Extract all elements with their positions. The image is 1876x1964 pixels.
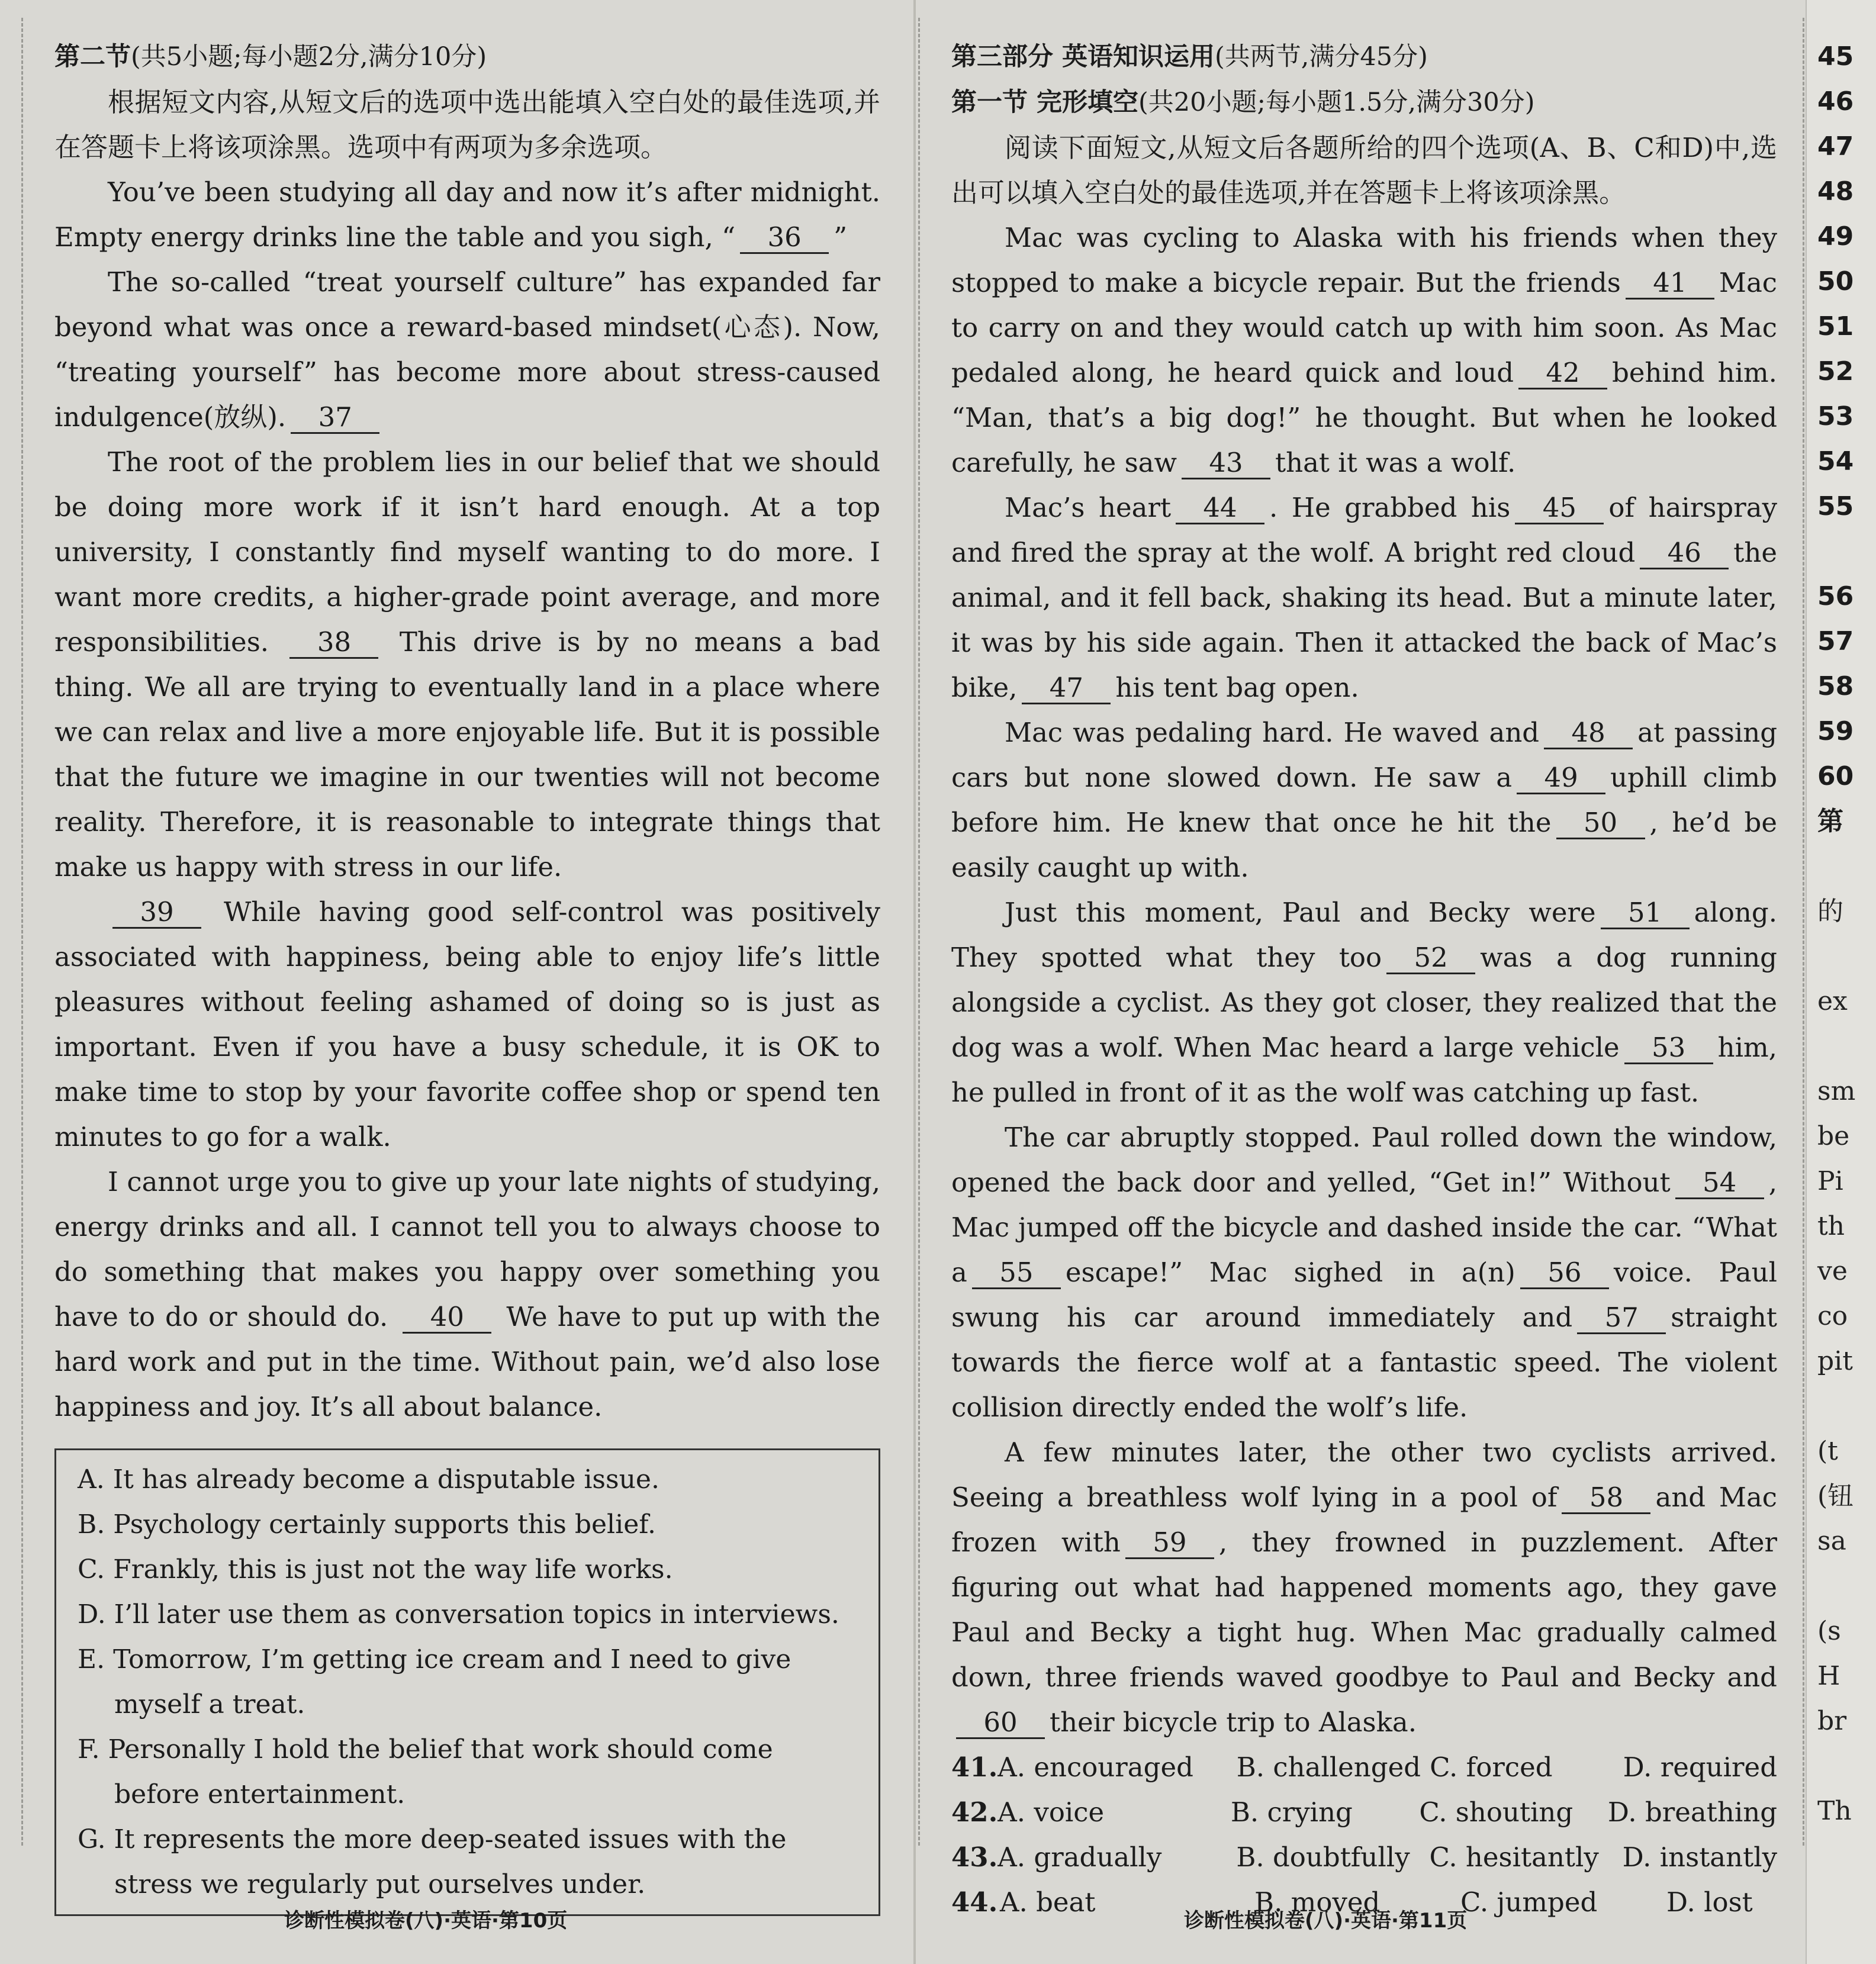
edge-number: 48: [1817, 176, 1854, 207]
edge-number: 59: [1817, 716, 1854, 746]
blank-58: 58: [1562, 1483, 1650, 1514]
paragraph-text: While having good self-control was positively associated with happiness, being able to enjoy life’s little pleasures without feeling ashamed of doing so is just as important. Even if you have a busy schedule, it is OK to make time to stop by your favorite coffee shop or spend ten minutes to go for a walk.: [54, 896, 880, 1152]
section-title-bold: 第二节: [54, 42, 131, 72]
edge-number: 49: [1817, 221, 1854, 252]
blank-57: 57: [1577, 1303, 1666, 1334]
edge-number: 60: [1817, 761, 1854, 791]
edge-spacer: [1806, 1744, 1855, 1789]
paragraph-text: Mac was cycling to Alaska with his friends when they stopped to make a bicycle repair. But the friends: [951, 222, 1777, 298]
paragraph-text: escape!” Mac sighed in a(n): [1065, 1257, 1515, 1288]
part-title-rest: (共两节,满分45分): [1214, 42, 1428, 72]
paragraph-1: [54, 170, 880, 260]
choice-a: A. beat: [1000, 1886, 1096, 1918]
choice-row-43: [951, 1835, 1777, 1880]
binding-dash-line: [21, 18, 23, 1846]
paragraph-text: Mac’s heart: [1005, 492, 1172, 523]
choice-b: B. crying: [1230, 1796, 1353, 1828]
next-page-edge: [1806, 0, 1876, 1964]
blank-60: 60: [956, 1708, 1045, 1739]
question-number: 44.: [951, 1886, 998, 1918]
paragraph-3: [951, 710, 1777, 890]
choice-a: A. gradually: [997, 1841, 1162, 1873]
edge-number: 50: [1817, 266, 1854, 297]
paragraph-text: their bicycle trip to Alaska.: [1050, 1707, 1417, 1738]
paragraph-4: [951, 890, 1777, 1115]
paragraph-text: The root of the problem lies in our belief that we should be doing more work if it isn’t hard enough. At a top university, I constantly find myself wanting to do more. I want more credits, a higher-grade point average, and more responsibilities.: [54, 446, 880, 658]
blank-56: 56: [1520, 1258, 1609, 1289]
paragraph-4: [54, 890, 880, 1160]
blank-49: 49: [1517, 763, 1605, 794]
option-d: D. I’ll later use them as conversation topics in interviews.: [78, 1599, 839, 1630]
edge-fragment: ex: [1817, 986, 1848, 1016]
paragraph-text: his tent bag open.: [1115, 672, 1359, 703]
paragraph-text: This drive is by no means a bad thing. We all are trying to eventually land in a place where we can relax and live a more enjoyable life. But it is possible that the future we imagine in our twenties will not become reality. Therefore, it is reasonable to integrate things that make us happy with stress in our life.: [54, 626, 881, 883]
blank-50: 50: [1556, 808, 1645, 839]
binding-dash-line: [918, 18, 920, 1846]
edge-number: 54: [1817, 446, 1854, 476]
edge-fragment: be: [1817, 1121, 1850, 1151]
blank-41: 41: [1626, 268, 1714, 300]
blank-37: 37: [291, 403, 379, 434]
paragraph-3: [54, 440, 880, 890]
option-e: E. Tomorrow, I’m getting ice cream and I need to give myself a treat.: [78, 1644, 791, 1720]
binding-dash-line: [1803, 18, 1804, 1846]
blank-44: 44: [1176, 493, 1264, 524]
right-column: [951, 34, 1777, 1925]
edge-spacer: [1806, 844, 1855, 889]
section-title-rest: (共5小题;每小题2分,满分10分): [131, 42, 487, 72]
paragraph-text: was a dog running alongside a cyclist. As they got closer, they realized that the dog was a wolf. When Mac heard a large vehicle: [951, 942, 1777, 1063]
edge-fragment: (s: [1817, 1616, 1841, 1646]
edge-fragment: Th: [1817, 1796, 1852, 1826]
edge-number: 55: [1817, 491, 1854, 521]
instruction: 根据短文内容,从短文后的选项中选出能填入空白处的最佳选项,并在答题卡上将该项涂黑。选项中有两项为多余选项。: [54, 86, 880, 163]
edge-spacer: [1806, 1024, 1855, 1069]
question-number: 43.: [951, 1841, 998, 1873]
blank-39: 39: [112, 897, 201, 929]
edge-number: 56: [1817, 581, 1854, 611]
edge-spacer: [1806, 934, 1855, 979]
paragraph-2: [951, 485, 1777, 710]
edge-spacer: [1806, 529, 1855, 574]
blank-36: 36: [740, 223, 829, 254]
choice-d: D. instantly: [1622, 1841, 1778, 1873]
question-number: 41.: [951, 1751, 998, 1783]
option-f: F. Personally I hold the belief that work should come before entertainment.: [78, 1734, 773, 1810]
choice-d: D. lost: [1666, 1886, 1753, 1918]
edge-fragment: sm: [1817, 1076, 1856, 1106]
paragraph-text: Mac to carry on and they would catch up with him soon. As Mac pedaled along, he heard quick and loud: [951, 267, 1777, 388]
paragraph-text: A few minutes later, the other two cyclists arrived. Seeing a breathless wolf lying in a pool of: [951, 1437, 1777, 1513]
page-footer: 诊断性模拟卷(八)·英语·第10页: [284, 1909, 568, 1933]
paragraph-5: [951, 1115, 1777, 1430]
edge-spacer: [1806, 1384, 1855, 1429]
page-10: [0, 0, 915, 1964]
part-title: [951, 34, 1777, 80]
edge-fragment: H: [1817, 1661, 1840, 1691]
edge-number: 58: [1817, 671, 1854, 701]
paragraph-6: [951, 1430, 1777, 1745]
edge-fragment: br: [1817, 1706, 1847, 1736]
choice-b: B. moved: [1254, 1886, 1381, 1918]
edge-fragment: Pi: [1817, 1166, 1843, 1196]
part-title-bold: 第三部分 英语知识运用: [951, 42, 1215, 72]
instruction: 阅读下面短文,从短文后各题所给的四个选项(A、B、C和D)中,选出可以填入空白处的最佳选项,并在答题卡上将该项涂黑。: [951, 132, 1777, 208]
blank-53: 53: [1624, 1033, 1713, 1064]
blank-52: 52: [1386, 943, 1475, 974]
paragraph-text: Just this moment, Paul and Becky were: [1005, 897, 1596, 928]
left-column: [54, 34, 880, 1916]
paragraph-2: [54, 260, 880, 440]
paragraph-text: The car abruptly stopped. Paul rolled down the window, opened the back door and yelled, “Get in!” Without: [951, 1122, 1777, 1198]
paragraph-text: and Mac frozen with: [951, 1482, 1778, 1558]
edge-number: 52: [1817, 356, 1854, 387]
paragraph-text: I cannot urge you to give up your late nights of studying, energy drinks and all. I cannot tell you to always choose to do something that makes you happy over something you have to do or should do.: [54, 1166, 880, 1332]
edge-number: 45: [1817, 41, 1854, 72]
option-g: G. It represents the more deep-seated issues with the stress we regularly put ourselves under.: [78, 1824, 787, 1899]
blank-45: 45: [1515, 493, 1604, 524]
edge-fragment: (钮: [1817, 1481, 1854, 1511]
paragraph-text: straight towards the fierce wolf at a fantastic speed. The violent collision directly ended the wolf’s life.: [951, 1302, 1777, 1423]
paragraph-text: . He grabbed his: [1269, 492, 1511, 523]
option-b: B. Psychology certainly supports this belief.: [78, 1509, 656, 1540]
paragraph-1: [951, 215, 1777, 485]
choice-a: A. voice: [997, 1796, 1105, 1828]
section-title: [54, 34, 880, 80]
choice-row-41: [951, 1745, 1777, 1790]
paragraph-text: along. They spotted what they too: [951, 897, 1777, 973]
paragraph-text: Mac was pedaling hard. He waved and: [1005, 717, 1540, 748]
paragraph-text: , Mac jumped off the bicycle and dashed inside the car. “What a: [951, 1167, 1777, 1288]
choice-c: C. forced: [1430, 1751, 1553, 1783]
edge-fragment: pit: [1817, 1346, 1853, 1376]
paragraph-text: the animal, and it fell back, shaking its head. But a minute later, it was by his side again. Then it attacked the back of Mac’s bike,: [951, 537, 1777, 703]
choice-d: D. breathing: [1607, 1796, 1777, 1828]
blank-54: 54: [1675, 1168, 1764, 1199]
edge-number: 51: [1817, 311, 1854, 342]
choice-a: A. encouraged: [997, 1751, 1193, 1783]
paragraph-text: , he’d be easily caught up with.: [951, 807, 1777, 883]
choice-row-42: [951, 1790, 1777, 1835]
edge-number: 46: [1817, 86, 1854, 117]
blank-48: 48: [1544, 718, 1633, 749]
paragraph-text: We have to put up with the hard work and put in the time. Without pain, we’d also lose happiness and joy. It’s all about balance.: [54, 1301, 880, 1422]
edge-number: 47: [1817, 131, 1854, 162]
choice-b: B. challenged: [1236, 1751, 1421, 1783]
choice-c: C. shouting: [1419, 1796, 1573, 1828]
paragraph-text: at passing cars but none slowed down. He saw a: [951, 717, 1778, 793]
question-number: 42.: [951, 1796, 998, 1828]
blank-59: 59: [1125, 1528, 1214, 1559]
edge-fragment: sa: [1817, 1526, 1846, 1556]
edge-fragment: th: [1817, 1211, 1845, 1241]
edge-spacer: [1806, 1564, 1855, 1609]
edge-fragment: ve: [1817, 1256, 1848, 1286]
edge-column: [1806, 34, 1855, 1834]
edge-fragment: co: [1817, 1301, 1848, 1331]
choice-b: B. doubtfully: [1236, 1841, 1410, 1873]
section-title: [951, 80, 1777, 125]
section-title-bold: 第一节 完形填空: [951, 88, 1138, 117]
blank-55: 55: [972, 1258, 1061, 1289]
page-11: [915, 0, 1806, 1964]
edge-number: 53: [1817, 401, 1854, 432]
choice-d: D. required: [1623, 1751, 1777, 1783]
edge-number: 57: [1817, 626, 1854, 656]
blank-40: 40: [403, 1302, 491, 1334]
paragraph-5: [54, 1160, 880, 1429]
blank-43: 43: [1182, 448, 1270, 479]
options-box: [54, 1448, 880, 1916]
edge-fragment: (t: [1817, 1436, 1838, 1466]
paragraph-text: behind him. “Man, that’s a big dog!” he thought. But when he looked carefully, he saw: [951, 357, 1777, 478]
paragraph-text: uphill climb before him. He knew that once he hit the: [951, 762, 1778, 838]
option-a: A. It has already become a disputable issue.: [78, 1464, 659, 1495]
paragraph-text: of hairspray and fired the spray at the wolf. A bright red cloud: [951, 492, 1777, 568]
option-c: C. Frankly, this is just not the way life works.: [78, 1554, 673, 1585]
choice-c: C. jumped: [1460, 1886, 1598, 1918]
blank-47: 47: [1022, 673, 1111, 704]
paragraph-text: that it was a wolf.: [1275, 447, 1516, 478]
paragraph-text: voice. Paul swung his car around immediately and: [951, 1257, 1777, 1333]
paragraph-text: The so-called “treat yourself culture” has expanded far beyond what was once a reward-based mindset(心态). Now, “treating yourself” has become more about stress-caused indulgence(放纵).: [54, 266, 880, 433]
choice-c: C. hesitantly: [1429, 1841, 1599, 1873]
paragraph-text: , they frowned in puzzlement. After figuring out what had happened moments ago, they gave Paul and Becky a tight hug. When Mac gradually calmed down, three friends waved goodbye to Paul and Becky and: [951, 1527, 1777, 1693]
section-title-rest: (共20小题;每小题1.5分,满分30分): [1138, 88, 1535, 117]
page-footer: 诊断性模拟卷(八)·英语·第11页: [1184, 1909, 1468, 1933]
edge-fragment: 的: [1817, 896, 1843, 926]
blank-51: 51: [1601, 898, 1690, 929]
blank-46: 46: [1640, 538, 1729, 569]
blank-42: 42: [1518, 358, 1607, 389]
blank-38: 38: [289, 627, 378, 659]
paragraph-text: ”: [834, 221, 848, 253]
paragraph-text: him, he pulled in front of it as the wolf was catching up fast.: [951, 1032, 1777, 1108]
paragraph-text: You’ve been studying all day and now it’s after midnight. Empty energy drinks line the table and you sigh, “: [54, 176, 880, 253]
edge-heading: 第: [1817, 806, 1843, 836]
